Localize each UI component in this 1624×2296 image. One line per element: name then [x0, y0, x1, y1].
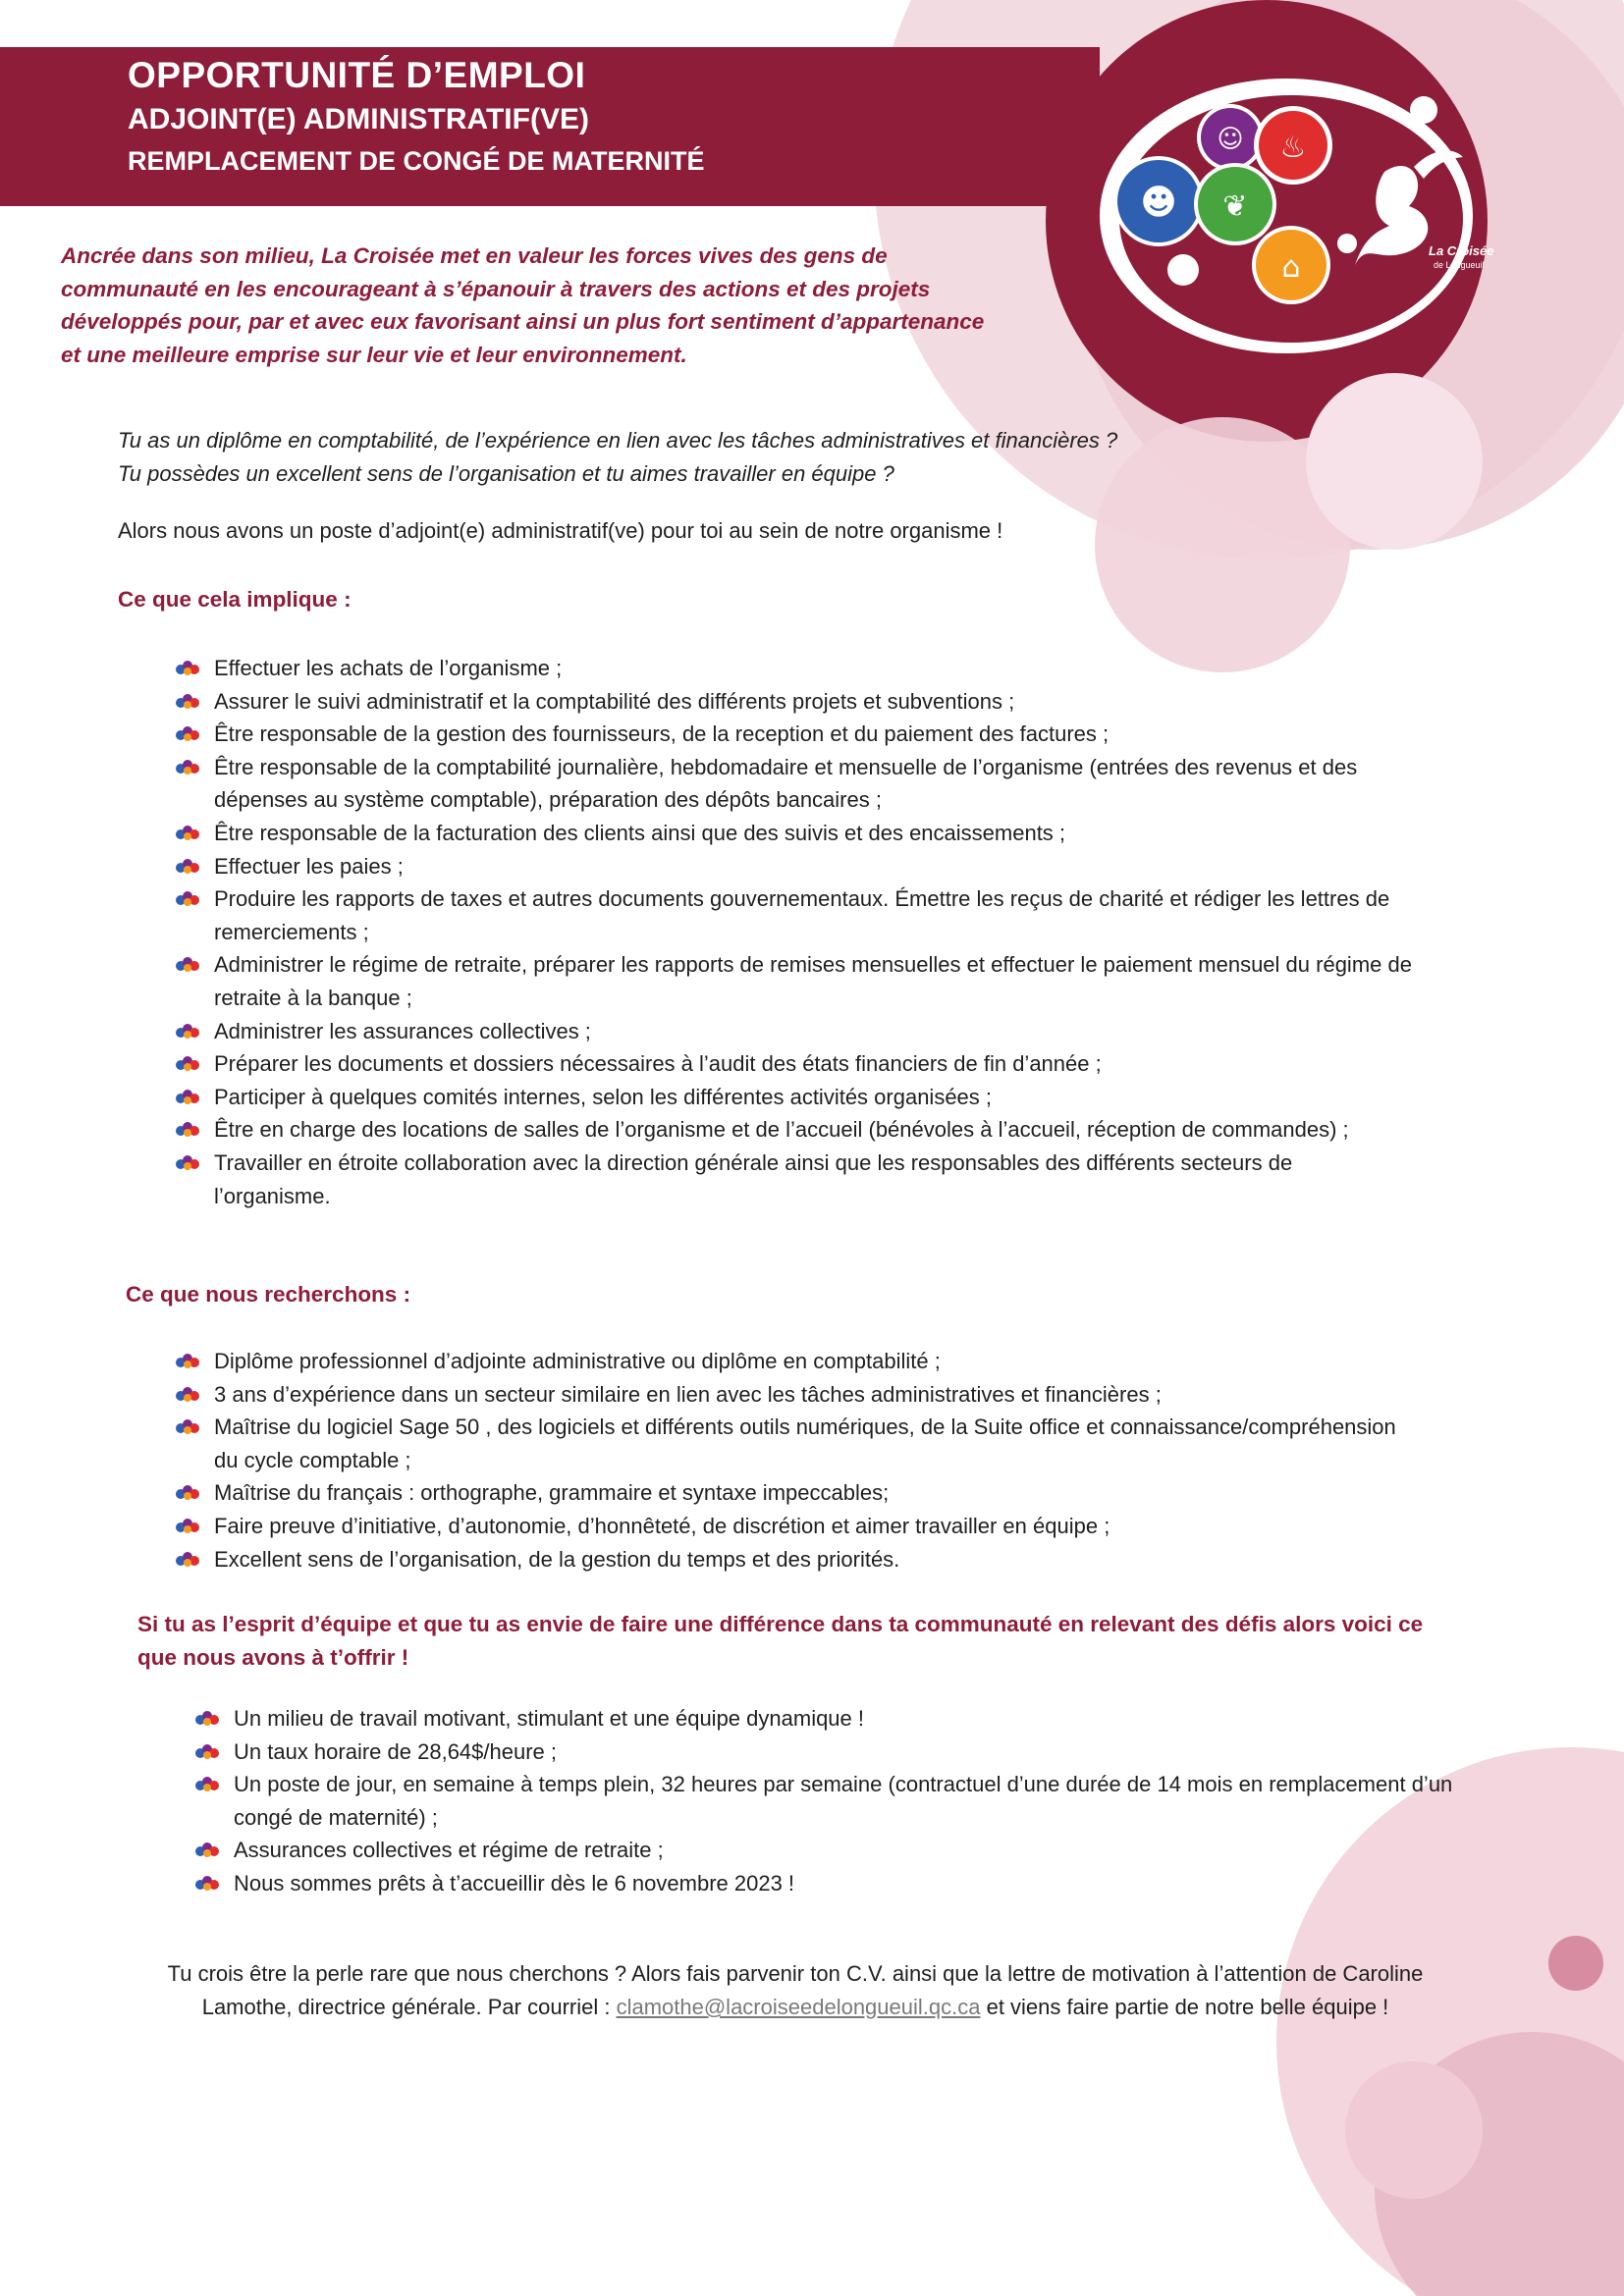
bullet-icon — [175, 957, 200, 973]
list-item — [187, 1735, 1453, 1769]
list-item — [167, 882, 1414, 948]
list-item-text: Un poste de jour, en semaine à temps plein, 32 heures par semaine (contractuel d’une durée de 14 mois en remplacement d’un congé de maternité) ; — [234, 1772, 1453, 1830]
list-item — [167, 817, 1414, 850]
list-item-text: Faire preuve d’initiative, d’autonomie, d’honnêteté, de discrétion et aimer travailler en équipe ; — [214, 1513, 1110, 1538]
bullet-icon — [194, 1744, 220, 1760]
la-croisee-logo — [1090, 69, 1512, 363]
list-item-text: Être responsable de la facturation des clients ainsi que des suivis et des encaissements ; — [214, 820, 1066, 845]
header-title: OPPORTUNITÉ D’EMPLOI — [128, 55, 586, 95]
header-titles — [128, 53, 705, 181]
benefits-list — [187, 1702, 1453, 1900]
list-item-text: 3 ans d’expérience dans un secteur similaire en lien avec les tâches administratives et financières ; — [214, 1381, 1162, 1407]
bullet-icon — [175, 1552, 200, 1568]
closing-paragraph — [128, 1957, 1463, 2024]
bullet-icon — [175, 1024, 200, 1040]
bullet-icon — [175, 1155, 200, 1171]
list-item-text: Nous sommes prêts à t’accueillir dès le 6 novembre 2023 ! — [234, 1870, 795, 1896]
svg-text:❦: ❦ — [1222, 189, 1248, 224]
bullet-icon — [175, 1056, 200, 1072]
list-item — [187, 1768, 1453, 1834]
list-item-text: Être responsable de la gestion des fournisseurs, de la reception et du paiement des factures ; — [214, 721, 1110, 747]
svg-text:♨: ♨ — [1279, 131, 1307, 165]
bullet-icon — [175, 661, 200, 676]
list-item — [167, 1411, 1414, 1476]
list-item — [167, 718, 1414, 751]
list-item-text: Un taux horaire de 28,64$/heure ; — [234, 1738, 558, 1764]
list-item — [167, 1113, 1414, 1147]
closing-text-before: Tu crois être la perle rare que nous cherchons ? Alors fais parvenir ton C.V. ainsi que la lettre de motivation à l’attention de Caroline Lamothe, directrice générale. Par courriel : — [167, 1961, 1424, 2019]
list-item — [167, 1543, 1414, 1576]
list-item-text: Administrer les assurances collectives ; — [214, 1018, 591, 1043]
list-item — [167, 1047, 1414, 1081]
list-item-text: Effectuer les paies ; — [214, 853, 404, 879]
list-item — [187, 1834, 1453, 1867]
email-link[interactable]: clamothe@lacroiseedelongueuil.qc.ca — [616, 1995, 981, 2019]
list-item-text: Être responsable de la comptabilité journalière, hebdomadaire et mensuelle de l’organisme (entrées des revenus et des dépenses au système comptable), préparation des dépôts bancaires ; — [214, 754, 1358, 813]
list-item-text: Maîtrise du logiciel Sage 50 , des logiciels et différents outils numériques, de la Suite office et connaissance/compréhension du cycle comptable ; — [214, 1415, 1396, 1472]
bullet-icon — [175, 826, 200, 841]
intro-paragraph: Ancrée dans son milieu, La Croisée met en valeur les forces vives des gens de communauté en les encourageant à s’épanouir à travers des actions et des projets développés pour, par et avec eux favorisant ainsi un plus fort sentiment d’appartenance et une meilleure emprise sur leur vie et leur environnement. — [61, 243, 985, 367]
list-item-text: Travailler en étroite collaboration avec la direction générale ainsi que les responsables des différents secteurs de l’organisme. — [214, 1149, 1293, 1208]
list-item-text: Administrer le régime de retraite, préparer les rapports de remises mensuelles et effectuer le paiement mensuel du régime de retraite à la banque ; — [214, 952, 1412, 1010]
list-item-text: Assurer le suivi administratif et la comptabilité des différents projets et subventions ; — [214, 688, 1015, 714]
list-item — [167, 1510, 1414, 1543]
list-item-text: Diplôme professionnel d’adjointe administrative ou diplôme en comptabilité ; — [214, 1349, 941, 1373]
closing-text-after: et viens faire partie de notre belle équipe ! — [980, 1995, 1389, 2019]
bullet-icon — [175, 1354, 200, 1369]
list-item — [167, 1081, 1414, 1114]
bullet-icon — [175, 726, 200, 742]
list-item — [167, 685, 1414, 719]
bullet-icon — [194, 1777, 220, 1792]
list-item — [167, 850, 1414, 883]
list-item — [167, 1345, 1414, 1378]
list-item-text: Produire les rapports de taxes et autres documents gouvernementaux. Émettre les reçus de charité et rédiger les lettres de remerciements ; — [214, 886, 1390, 944]
list-item-text: Maîtrise du français : orthographe, grammaire et syntaxe impeccables; — [214, 1480, 890, 1506]
section-title-implique: Ce que cela implique : — [118, 587, 352, 612]
list-item — [167, 1147, 1414, 1212]
bullet-icon — [194, 1842, 220, 1858]
list-item-text: Un milieu de travail motivant, stimulant et une équipe dynamique ! — [234, 1706, 865, 1731]
bullet-icon — [175, 1090, 200, 1105]
svg-text:☺: ☺ — [1217, 125, 1244, 154]
bullet-icon — [194, 1711, 220, 1727]
header-position: ADJOINT(E) ADMINISTRATIF(VE) — [128, 103, 589, 135]
offer-sentence: Alors nous avons un poste d’adjoint(e) administratif(ve) pour toi au sein de notre organisme ! — [118, 518, 1003, 543]
list-item — [167, 652, 1414, 685]
list-item — [167, 1015, 1414, 1048]
list-item-text: Préparer les documents et dossiers nécessaires à l’audit des états financiers de fin d’année ; — [214, 1051, 1102, 1077]
logo-name: La Croisée — [1429, 243, 1494, 258]
list-item-text: Excellent sens de l’organisation, de la gestion du temps et des priorités. — [214, 1546, 900, 1572]
question-paragraph: Tu as un diplôme en comptabilité, de l’expérience en lien avec les tâches administratives et financières ? Tu possèdes un excellent sens de l’organisation et tu aimes travailler en équipe ? — [118, 428, 1118, 486]
header-subtitle: REMPLACEMENT DE CONGÉ DE MATERNITÉ — [128, 146, 705, 176]
section-title-offrir: Si tu as l’esprit d’équipe et que tu as envie de faire une différence dans ta communauté en relevant des défis alors voici ce que nous avons à t’offrir ! — [137, 1612, 1424, 1670]
bullet-icon — [175, 1485, 200, 1501]
bullet-icon — [194, 1876, 220, 1892]
bullet-icon — [175, 1122, 200, 1138]
list-item-text: Être en charge des locations de salles de l’organisme et de l’accueil (bénévoles à l’accueil, réception de commandes) ; — [214, 1117, 1349, 1143]
list-item — [167, 1476, 1414, 1510]
logo-subname: de Longueuil — [1434, 260, 1485, 270]
list-item — [167, 948, 1414, 1014]
bullet-icon — [175, 859, 200, 875]
bullet-icon — [175, 1387, 200, 1403]
list-item-text: Participer à quelques comités internes, selon les différentes activités organisées ; — [214, 1084, 993, 1109]
list-item — [187, 1867, 1453, 1900]
bullet-icon — [175, 1519, 200, 1534]
section-title-recherchons: Ce que nous recherchons : — [126, 1282, 411, 1307]
list-item — [167, 751, 1414, 817]
bullet-icon — [175, 1419, 200, 1435]
list-item — [167, 1378, 1414, 1412]
bullet-icon — [175, 760, 200, 775]
requirements-list — [167, 1345, 1414, 1575]
list-item-text: Assurances collectives et régime de retraite ; — [234, 1838, 664, 1863]
svg-text:⌂: ⌂ — [1281, 250, 1301, 285]
list-item — [187, 1702, 1453, 1735]
bullet-icon — [175, 891, 200, 907]
list-item-text: Effectuer les achats de l’organisme ; — [214, 656, 563, 680]
bullet-icon — [175, 694, 200, 710]
responsibilities-list — [167, 652, 1414, 1212]
svg-text:☻: ☻ — [1140, 183, 1177, 223]
